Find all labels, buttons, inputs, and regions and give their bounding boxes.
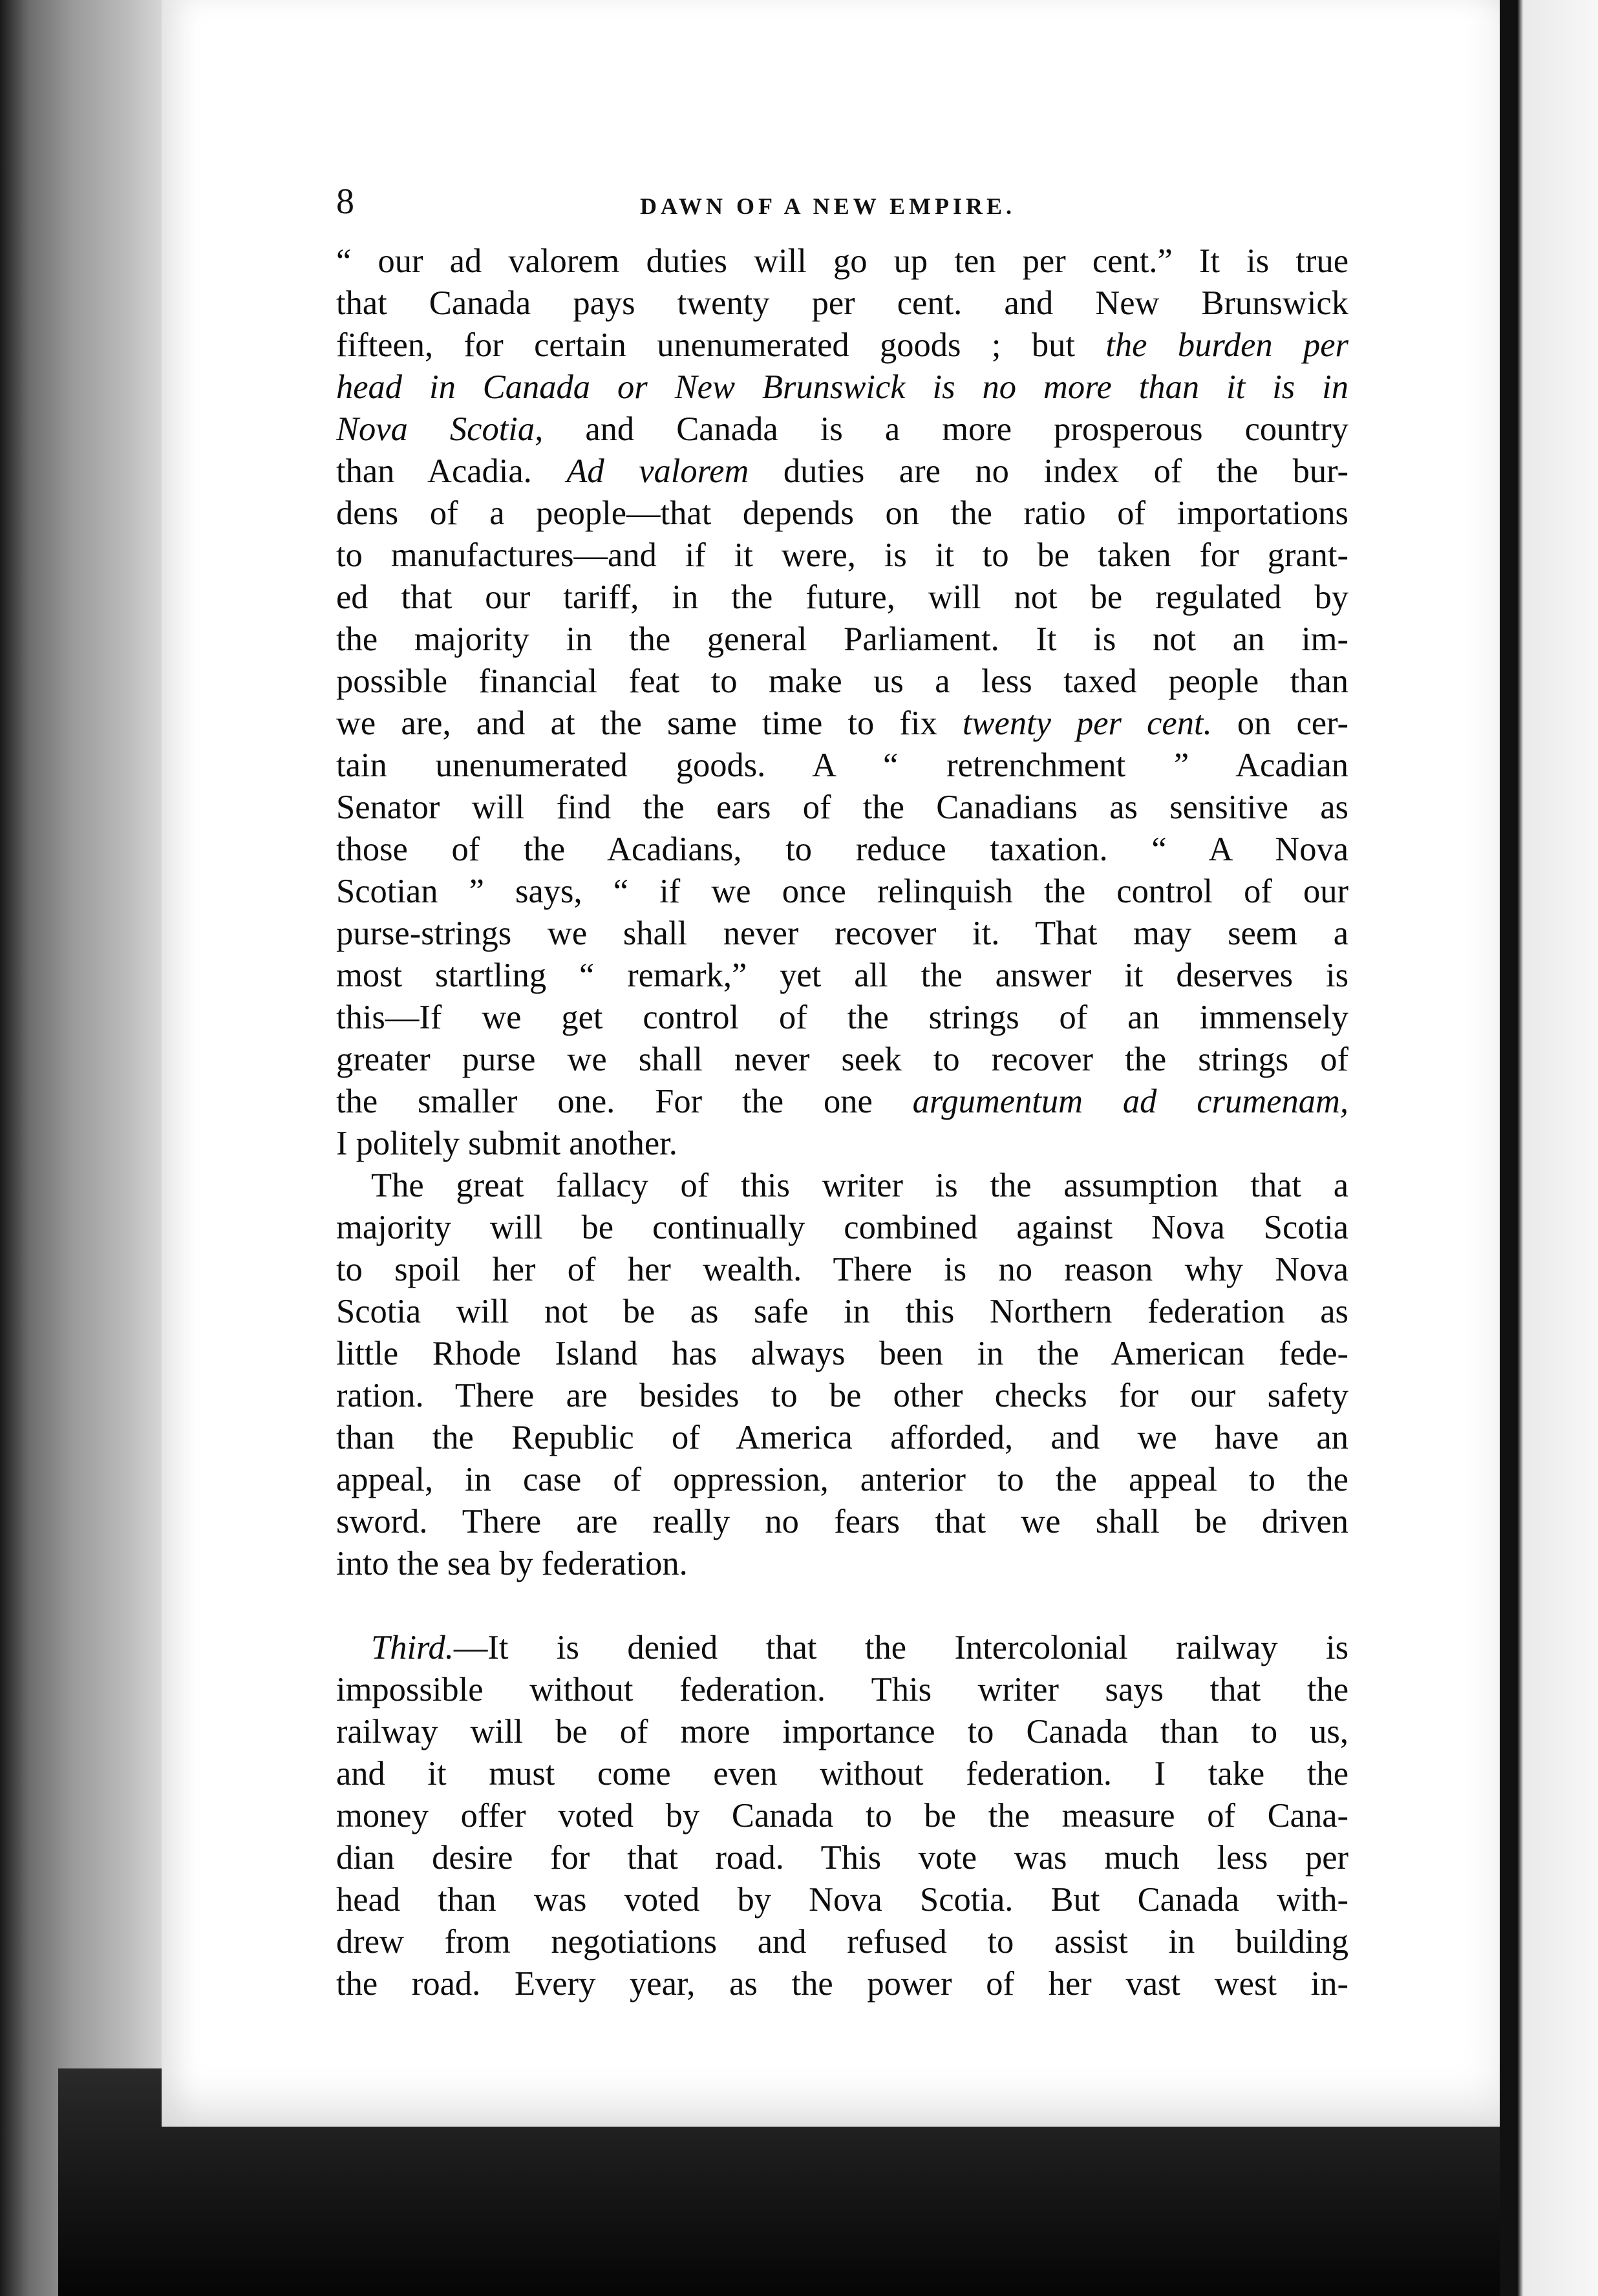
book-page [162, 0, 1500, 2127]
text-run: to spoil her of her wealth. There is no reason why Nova [336, 1251, 1348, 1288]
text-run: this—If we get control of the strings of an immensely [336, 999, 1348, 1036]
text-line [336, 1291, 1348, 1333]
text-line [336, 1501, 1348, 1543]
text-line [336, 787, 1348, 829]
text-run: purse-strings we shall never recover it. That may seem a [336, 915, 1348, 952]
italic-text-run: head in Canada or New Brunswick is no more than it is in [336, 368, 1348, 406]
text-run: and Canada is a more prosperous country [543, 410, 1348, 448]
text-run: we are, and at the same time to fix [336, 705, 963, 742]
text-run: dens of a people—that depends on the ratio of importations [336, 494, 1348, 532]
text-line [336, 997, 1348, 1039]
text-run: those of the Acadians, to reduce taxation. “ A Nova [336, 831, 1348, 868]
text-line [336, 1963, 1348, 2005]
text-line [336, 1081, 1348, 1123]
text-run: “ our ad valorem duties will go up ten per cent.” It is true [336, 242, 1348, 280]
text-line [336, 1333, 1348, 1375]
text-line [336, 409, 1348, 451]
text-run: impossible without federation. This writer says that the [336, 1671, 1348, 1708]
text-line [336, 451, 1348, 493]
text-run: —It is denied that the Intercolonial railway is [453, 1629, 1348, 1666]
running-title: DAWN OF A NEW EMPIRE. [640, 193, 1016, 219]
text-run: fifteen, for certain unenumerated goods ; but [336, 326, 1106, 364]
text-line [336, 745, 1348, 787]
text-line [336, 1627, 1348, 1669]
text-line [336, 619, 1348, 661]
text-run: than Acadia. [336, 452, 567, 490]
text-run: little Rhode Island has always been in the American fede- [336, 1335, 1348, 1372]
text-line [336, 282, 1348, 324]
text-run: Scotia will not be as safe in this Northern federation as [336, 1293, 1348, 1330]
text-run: duties are no index of the bur- [749, 452, 1348, 490]
text-run: that Canada pays twenty per cent. and New Brunswick [336, 284, 1348, 322]
book-binding-edge [0, 0, 162, 2296]
text-line [336, 1417, 1348, 1459]
text-line [336, 577, 1348, 619]
text-line [336, 1207, 1348, 1249]
text-line [336, 1921, 1348, 1963]
page-content [336, 181, 1519, 2094]
text-line [336, 1039, 1348, 1081]
text-line [336, 367, 1348, 409]
italic-text-run: argumentum ad crumenam, [912, 1083, 1348, 1120]
text-run: greater purse we shall never seek to recover the strings of [336, 1041, 1348, 1078]
text-line [336, 913, 1348, 955]
text-run: The great fallacy of this writer is the assumption that a [371, 1167, 1348, 1204]
text-line [336, 661, 1348, 703]
text-line [336, 1837, 1348, 1879]
text-run: sword. There are really no fears that we shall be driven [336, 1503, 1348, 1540]
text-run: most startling “ remark,” yet all the answer it deserves is [336, 957, 1348, 994]
italic-text-run: twenty per cent. [962, 705, 1212, 742]
text-run: the road. Every year, as the power of her vast west in- [336, 1965, 1348, 2003]
text-run: majority will be continually combined against Nova Scotia [336, 1209, 1348, 1246]
italic-text-run: the burden per [1105, 326, 1348, 364]
text-run: to manufactures—and if it were, is it to be taken for grant- [336, 537, 1348, 574]
text-run: drew from negotiations and refused to assist in building [336, 1923, 1348, 1961]
text-run: tain unenumerated goods. A “ retrenchment ” Acadian [336, 747, 1348, 784]
body-text [336, 240, 1348, 2005]
text-line [336, 1543, 1348, 1585]
text-line [336, 1123, 1348, 1165]
text-line [336, 1795, 1348, 1837]
running-head [336, 181, 1519, 233]
text-run: Scotian ” says, “ if we once relinquish the control of our [336, 873, 1348, 910]
text-run: on cer- [1211, 705, 1348, 742]
text-run: and it must come even without federation. I take the [336, 1755, 1348, 1792]
text-run: railway will be of more importance to Canada than to us, [336, 1713, 1348, 1750]
italic-text-run: Nova Scotia, [336, 410, 544, 448]
text-line [336, 829, 1348, 871]
text-run: dian desire for that road. This vote was much less per [336, 1839, 1348, 1876]
text-run: ration. There are besides to be other checks for our safety [336, 1377, 1348, 1414]
text-run: than the Republic of America afforded, and we have an [336, 1419, 1348, 1456]
text-line [336, 1375, 1348, 1417]
text-line [336, 1249, 1348, 1291]
text-line [336, 955, 1348, 997]
text-run: the majority in the general Parliament. It is not an im- [336, 621, 1348, 658]
text-line [336, 1711, 1348, 1753]
italic-text-run: Third. [371, 1629, 454, 1666]
paragraph-gap [336, 1585, 1348, 1627]
text-run: the smaller one. For the one [336, 1083, 913, 1120]
text-line [336, 703, 1348, 745]
italic-text-run: Ad valorem [566, 452, 749, 490]
text-run: Senator will find the ears of the Canadians as sensitive as [336, 789, 1348, 826]
text-line [336, 1459, 1348, 1501]
text-run: head than was voted by Nova Scotia. But Canada with- [336, 1881, 1348, 1919]
text-line [336, 1879, 1348, 1921]
text-run: ed that our tariff, in the future, will not be regulated by [336, 579, 1348, 616]
text-line [336, 535, 1348, 577]
text-run: into the sea by federation. [336, 1545, 688, 1582]
text-line [336, 1165, 1348, 1207]
text-line [336, 493, 1348, 535]
text-line [336, 871, 1348, 913]
text-run: appeal, in case of oppression, anterior to the appeal to the [336, 1461, 1348, 1498]
text-line [336, 1753, 1348, 1795]
text-run: possible financial feat to make us a less taxed people than [336, 663, 1348, 700]
page-number: 8 [336, 182, 354, 222]
text-line [336, 1669, 1348, 1711]
text-line [336, 240, 1348, 282]
text-run: money offer voted by Canada to be the measure of Cana- [336, 1797, 1348, 1834]
text-run: I politely submit another. [336, 1125, 677, 1162]
text-line [336, 324, 1348, 367]
